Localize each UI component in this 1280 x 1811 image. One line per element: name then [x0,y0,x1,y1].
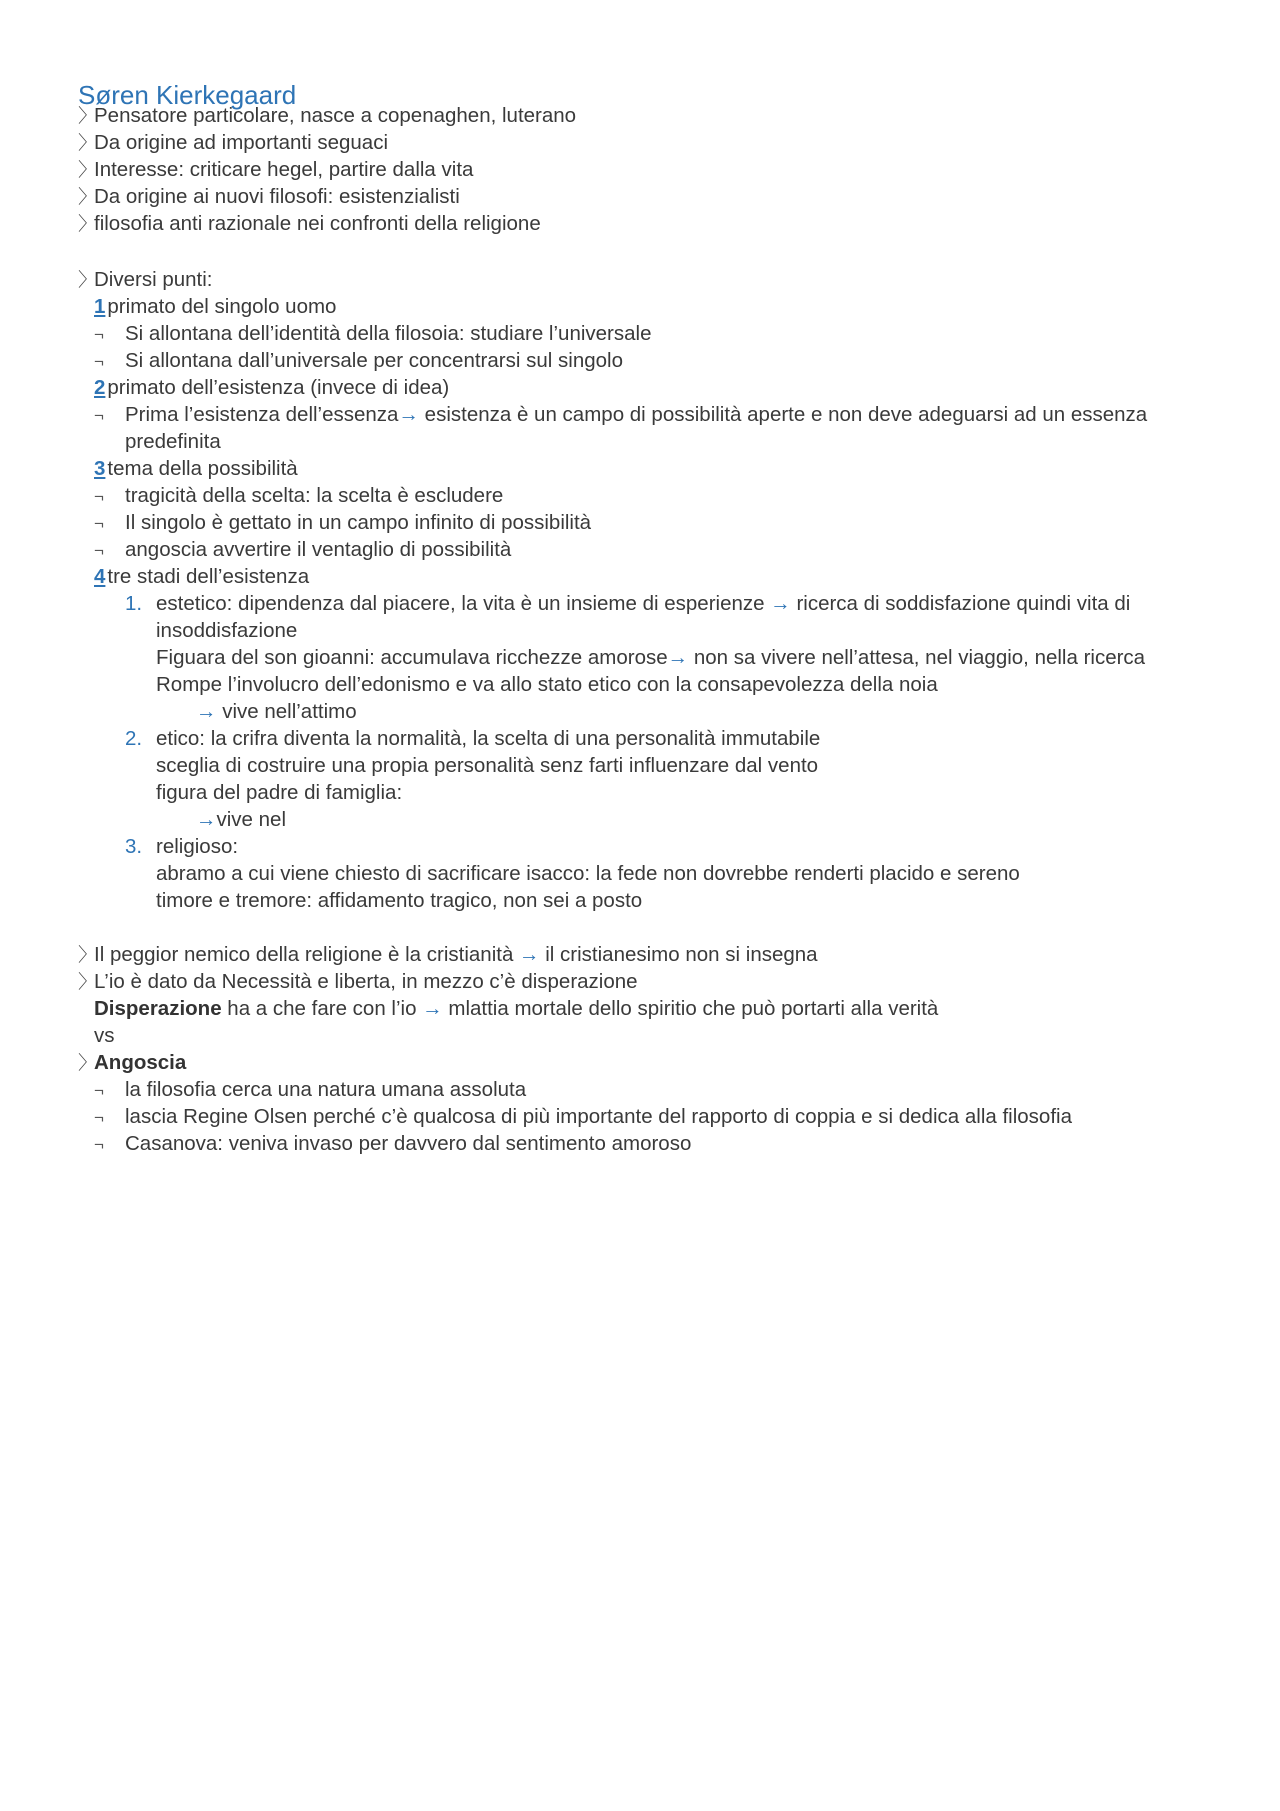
fine-item: ¬ Casanova: veniva invaso per davvero dal sentimento amoroso [94,1130,691,1158]
fine-item: ¬ la filosofia cerca una natura umana assoluta [94,1076,526,1104]
intro-line-3: 〉Interesse: criticare hegel, partire dalla vita [78,156,473,184]
punto-1-item: ¬ Si allontana dall’universale per concentrarsi sul singolo [94,347,623,375]
chevron-icon: 〉 [78,214,98,235]
intro-line-1: 〉Pensatore particolare, nasce a copenaghen, luterano [78,102,576,130]
not-sign-icon: ¬ [94,325,104,344]
list-number: 2. [125,727,143,750]
intro-line-2: 〉Da origine ad importanti seguaci [78,129,388,157]
chevron-icon: 〉 [78,270,98,291]
punto-3-item: ¬ angoscia avvertire il ventaglio di possibilità [94,536,511,564]
stadio-3-line-3: timore e tremore: affidamento tragico, non sei a posto [156,889,643,912]
punto-3-item: ¬ Il singolo è gettato in un campo infinito di possibilità [94,509,591,537]
stadio-1-line-4: Rompe l’involucro dell’edonismo e va allo stato etico con la consapevolezza della noia [156,673,938,696]
chevron-icon: 〉 [78,945,98,966]
punti-label: 〉Diversi punti: [78,266,213,294]
page-title: Søren Kierkegaard [78,80,297,110]
punto-3-item: ¬ tragicità della scelta: la scelta è escludere [94,482,503,510]
stadio-2-line-1: 2. etico: la crifra diventa la normalità, la scelta di una personalità immutabile [125,727,821,750]
not-sign-icon: ¬ [94,1108,104,1127]
stadio-2-line-2: sceglia di costruire una propia personalità senz farti influenzare dal vento [156,754,819,777]
stadio-3-line-2: abramo a cui viene chiesto di sacrificare isacco: la fede non dovrebbe renderti placido e sereno [156,862,1020,885]
fine-line-5: 〉Angoscia [78,1049,186,1077]
punto-number: 1 [94,295,106,318]
not-sign-icon: ¬ [94,352,104,371]
intro-line-4: 〉Da origine ai nuovi filosofi: esistenzialisti [78,183,460,211]
intro-line-5: 〉filosofia anti razionale nei confronti della religione [78,210,541,238]
punto-1: 1primato del singolo uomo [94,295,337,318]
chevron-icon: 〉 [78,160,98,181]
stadio-2-line-4: →vive nel [196,808,287,831]
punto-3: 3tema della possibilità [94,457,298,480]
fine-line-2: 〉L’io è dato da Necessità e liberta, in mezzo c’è disperazione [78,968,638,996]
punto-2: 2primato dell’esistenza (invece di idea) [94,376,450,399]
punto-1-item: ¬ Si allontana dell’identità della filosoia: studiare l’universale [94,320,651,348]
stadio-1-line-1: 1. estetico: dipendenza dal piacere, la vita è un insieme di esperienze → ricerca di soddisfazione quindi vita di [125,592,1131,615]
chevron-icon: 〉 [78,106,98,127]
not-sign-icon: ¬ [94,1081,104,1100]
arrow-right-icon: → [770,592,791,615]
stadio-1-line-3: Figuara del son gioanni: accumulava ricchezze amorose→ non sa vivere nell’attesa, nel viaggio, nella ricerca [156,646,1146,669]
chevron-icon: 〉 [78,133,98,154]
punto-number: 4 [94,565,106,588]
not-sign-icon: ¬ [94,406,104,425]
fine-line-3: Disperazione ha a che fare con l’io → mlattia mortale dello spiritio che può portarti alla verità [94,997,939,1020]
fine-line-1: 〉Il peggior nemico della religione è la cristianità → il cristianesimo non si insegna [78,941,818,969]
punto-2-item: ¬ Prima l’esistenza dell’essenza→ esistenza è un campo di possibilità aperte e non deve adeguarsi ad un essenza [94,401,1147,429]
punto-number: 2 [94,376,106,399]
stadio-3-line-1: 3. religioso: [125,835,239,858]
list-number: 3. [125,835,143,858]
chevron-icon: 〉 [78,972,98,993]
stadio-1-line-2: insoddisfazione [156,619,298,642]
fine-item: ¬ lascia Regine Olsen perché c’è qualcosa di più importante del rapporto di coppia e si dedica alla filosofia [94,1103,1072,1131]
not-sign-icon: ¬ [94,541,104,560]
not-sign-icon: ¬ [94,487,104,506]
arrow-right-icon: → [519,943,540,966]
chevron-icon: 〉 [78,1053,98,1074]
arrow-right-icon: → [196,808,217,831]
punto-2-item-cont: predefinita [125,430,221,453]
chevron-icon: 〉 [78,187,98,208]
punto-4: 4tre stadi dell’esistenza [94,565,310,588]
punto-number: 3 [94,457,106,480]
arrow-right-icon: → [398,403,419,426]
stadio-1-line-5: → vive nell’attimo [196,700,357,723]
not-sign-icon: ¬ [94,514,104,533]
fine-line-4: vs [94,1024,115,1047]
arrow-right-icon: → [196,700,217,723]
list-number: 1. [125,592,143,615]
not-sign-icon: ¬ [94,1135,104,1154]
stadio-2-line-3: figura del padre di famiglia: [156,781,403,804]
arrow-right-icon: → [422,997,443,1020]
arrow-right-icon: → [667,646,689,669]
